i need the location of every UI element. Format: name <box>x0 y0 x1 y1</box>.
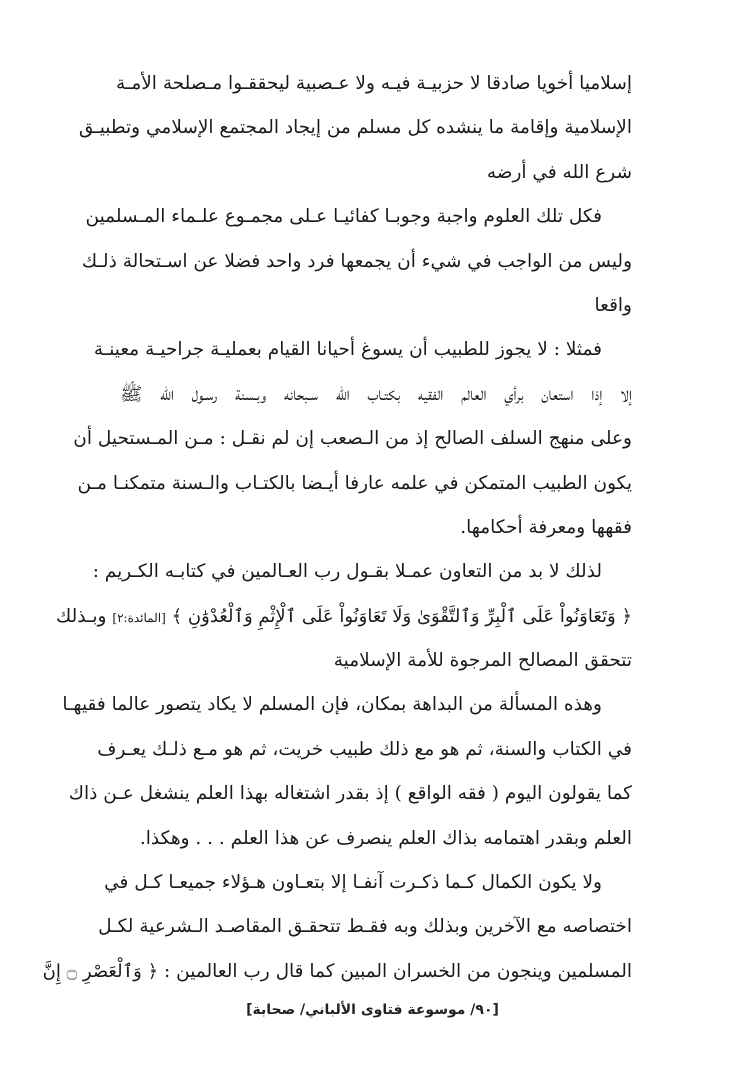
text-line-tail: وبـذلك <box>56 605 107 627</box>
text-line: فمثلا : لا يجوز للطبيب أن يسوغ أحيانا القيام بعمليـة جراحيـة معينـة <box>93 339 602 361</box>
text-line: العلم وبقدر اهتمامه بذاك العلم ينصرف عن هذا العلم . . . وهكذا. <box>139 827 632 849</box>
text-line: ولا يكون الكمال كـما ذكـرت آنفـا إلا بتعـاون هـؤلاء جميعـا كـل في <box>104 872 602 894</box>
text-line: وليس من الواجب في شيء أن يجمعها فرد واحد فضلا عن اسـتحالة ذلـك <box>81 250 632 272</box>
text-line: فقهها ومعرفة أحكامها. <box>460 516 632 538</box>
text-line: فكل تلك العلوم واجبة وجوبـا كفائيـا عـلى مجمـوع علـماء المـسلمين <box>85 206 602 228</box>
page-footer: [٩٠/ موسوعة فتاوى الألباني/ صحابة] <box>246 1002 499 1018</box>
text-line: وعلى منهج السلف الصالح إذ من الـصعب إن لم نقـل : مـن المـستحيل أن <box>73 428 632 450</box>
text-line-with-quran <box>42 950 632 994</box>
verse-reference: [المائدة:٢] <box>112 610 166 625</box>
quran-verse-line <box>56 595 632 639</box>
text-line: شرع الله في أرضه <box>486 161 632 183</box>
text-segment: المسلمين وينجون من الخسران المبين كما قال رب العالمين : <box>164 960 632 982</box>
text-line: الإسلامية وإقامة ما ينشده كل مسلم من إيجاد المجتمع الإسلامي وتطبيـق <box>78 117 632 139</box>
text-line: يكون الطبيب المتمكن في علمه عارفا أيـضا بالكتـاب والـسنة متمكنـا مـن <box>77 472 632 494</box>
text-line: لذلك لا بد من التعاون عمـلا بقـول رب العـالمين في كتابـه الكـريم : <box>92 561 602 583</box>
text-line: تتحقق المصالح المرجوة للأمة الإسلامية <box>333 650 632 672</box>
text-line: إلا إذا استعان برأي العالم الفقيه بكتـاب الله سـبحانه وبـسنة رسـول الله ﷺ <box>120 383 632 405</box>
text-line: اختصاصه مع الآخرين وبذلك وبه فقـط تتحقـق المقاصـد الـشرعية لكـل <box>98 916 632 938</box>
quran-verse: ﴿ وَٱلْعَصْرِ ۝ إِنَّ <box>42 960 159 982</box>
body-text <box>42 62 632 994</box>
text-line: واقعا <box>594 294 632 316</box>
text-line: وهذه المسألة من البداهة بمكان، فإن المسلم لا يكاد يتصور عالما فقيهـا <box>62 694 602 716</box>
text-line: إسلاميا أخويا صادقا لا حزبيـة فيـه ولا عـصبية ليحققـوا مـصلحة الأمـة <box>116 73 632 94</box>
text-line: في الكتاب والسنة، ثم هو مع ذلك طبيب خريت، ثم هو مـع ذلـك يعـرف <box>97 738 632 760</box>
text-line: كما يقولون اليوم ( فقه الواقع ) إذ بقدر اشتغاله بهذا العلم ينشغل عـن ذاك <box>68 783 632 805</box>
quran-verse: ﴿ وَتَعَاوَنُواْ عَلَى ٱلْبِرِّ وَٱلتَّقْوَىٰ وَلَا تَعَاوَنُواْ عَلَى ٱلْإِثْمِ وَٱلْعُدْوَٰنِ ﴾ <box>171 605 632 627</box>
